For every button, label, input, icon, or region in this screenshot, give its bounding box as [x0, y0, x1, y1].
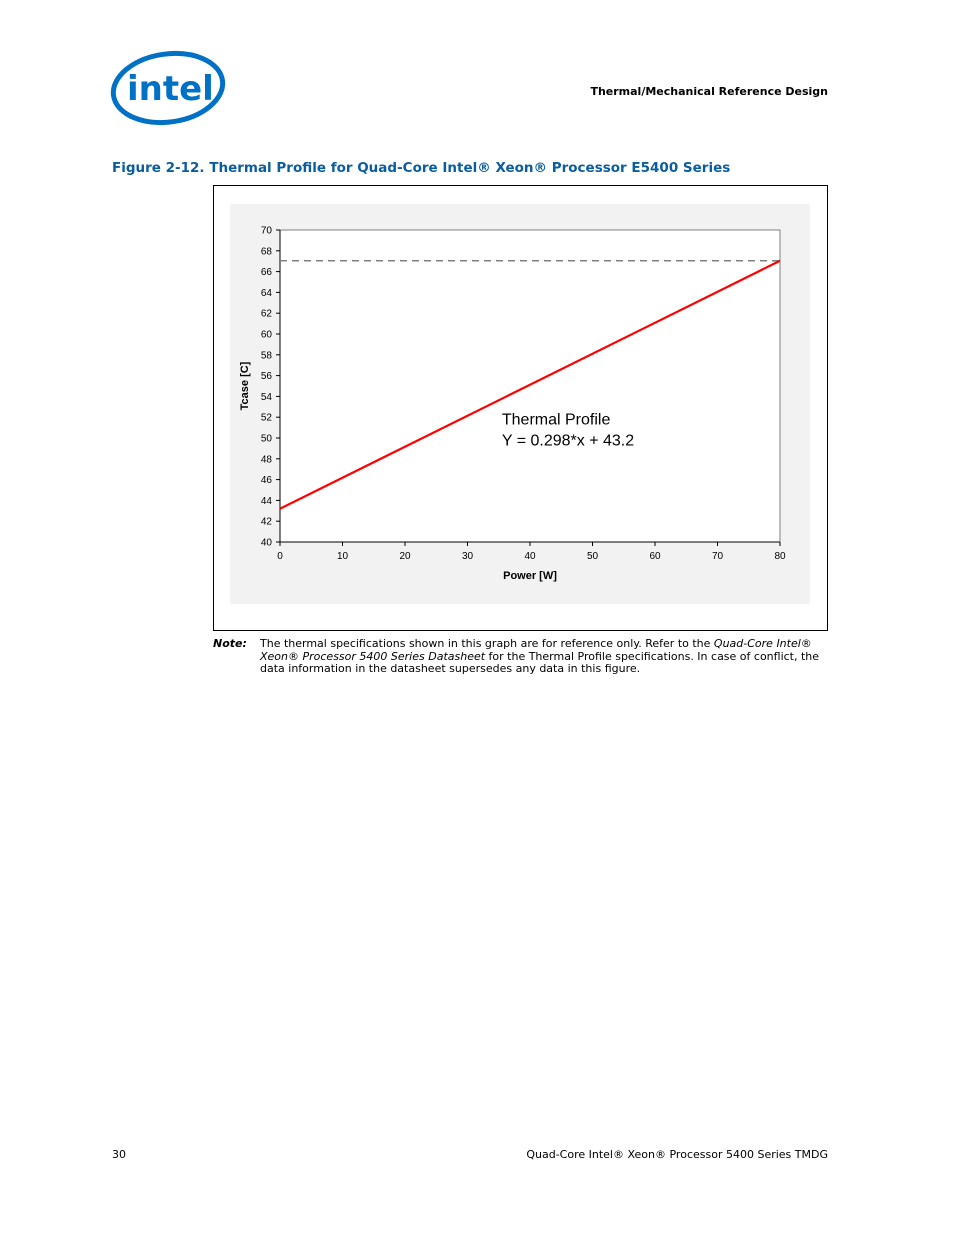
x-tick-label: 30 [461, 551, 474, 562]
y-tick-label: 70 [260, 225, 272, 237]
x-tick-label: 50 [586, 551, 599, 562]
x-tick-label: 80 [774, 551, 786, 562]
y-tick-label: 62 [260, 308, 272, 320]
x-tick-label: 0 [277, 551, 283, 562]
y-tick-label: 68 [260, 246, 272, 258]
intel-logo-graphic [110, 50, 226, 128]
y-tick-label: 66 [260, 267, 272, 279]
y-tick-label: 40 [260, 537, 272, 549]
figure-caption: Figure 2-12. Thermal Profile for Quad-Core Intel® Xeon® Processor E5400 Series [112, 160, 731, 176]
thermal-profile-chart [214, 186, 827, 630]
note-text-part-2: for the Thermal Profile specifications. In case of conflict, the data information in the datasheet supersedes any data in this figure. [260, 649, 820, 675]
y-tick-label: 60 [260, 329, 272, 341]
note-label: Note: [213, 637, 247, 650]
page-number: 30 [112, 1148, 126, 1161]
y-tick-label: 44 [260, 495, 272, 507]
y-tick-label: 46 [260, 475, 272, 487]
x-tick-label: 60 [649, 551, 661, 562]
section-title: Thermal/Mechanical Reference Design [590, 85, 828, 98]
figure-frame [213, 185, 828, 631]
y-tick-label: 54 [260, 391, 272, 403]
note-text [260, 638, 825, 676]
y-tick-label: 42 [260, 516, 272, 528]
logo-wordmark: intel [127, 69, 214, 109]
note-text-part-1: The thermal specifications shown in this graph are for reference only. Refer to the [260, 637, 714, 650]
x-tick-label: 40 [524, 551, 536, 562]
x-tick-label: 70 [711, 551, 724, 562]
annotation-equation: Y = 0.298*x + 43.2 [501, 432, 635, 450]
footer-doc-title: Quad-Core Intel® Xeon® Processor 5400 Series TMDG [526, 1148, 828, 1161]
y-tick-label: 48 [260, 454, 272, 466]
datasheet-reference: Quad-Core Intel® Xeon® Processor 5400 Series Datasheet [260, 637, 812, 663]
intel-logo [110, 50, 226, 128]
y-tick-label: 52 [260, 412, 272, 424]
y-tick-label: 50 [260, 433, 272, 445]
x-tick-label: 20 [399, 551, 411, 562]
y-tick-label: 64 [260, 287, 272, 299]
plot-area [280, 230, 780, 542]
x-axis-label: Power [W] [503, 570, 557, 582]
annotation-title: Thermal Profile [501, 411, 611, 429]
y-tick-label: 58 [260, 350, 272, 362]
y-axis-label: Tcase [C] [239, 361, 251, 411]
y-tick-label: 56 [260, 371, 272, 383]
x-tick-label: 10 [336, 551, 349, 562]
